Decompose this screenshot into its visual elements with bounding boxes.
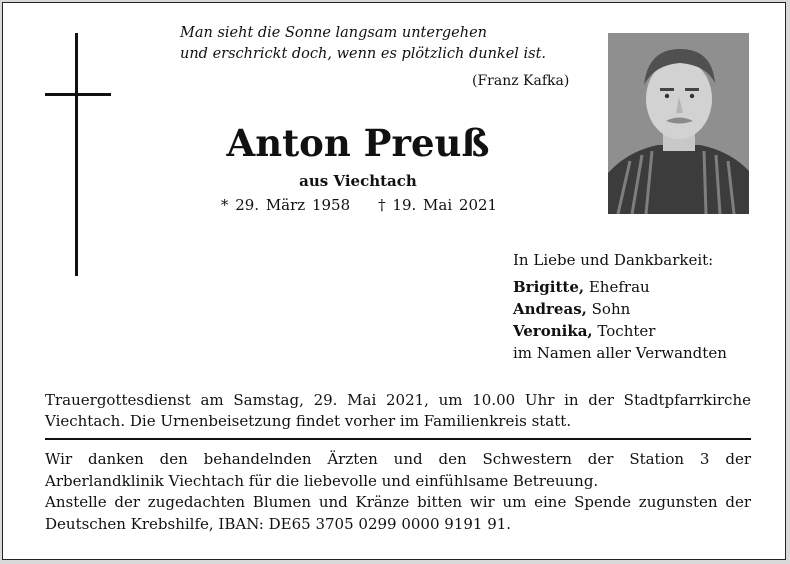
mourners-closing: im Namen aller Verwandten [513, 344, 727, 362]
portrait-photo [608, 33, 749, 214]
deceased-name: Anton Preuß [226, 121, 490, 165]
divider [45, 438, 751, 440]
quote [180, 23, 570, 89]
mourner-name: Andreas, [513, 300, 587, 318]
mourners-heading: In Liebe und Dankbarkeit: [513, 251, 714, 269]
quote-author: (Franz Kafka) [472, 73, 570, 89]
quote-line: Man sieht die Sonne langsam untergehen [180, 25, 487, 41]
donation-paragraph: Anstelle der zugedachten Blumen und Kränze bitten wir um eine Spende zugunsten der Deutschen Krebshilfe, IBAN: DE65 3705 0299 0000 9191 91. [45, 493, 751, 533]
portrait-image [608, 33, 749, 214]
service-notice: Trauergottesdienst am Samstag, 29. Mai 2021, um 10.00 Uhr in der Stadtpfarrkirche Viechtach. Die Urnenbeisetzung findet vorher im Familienkreis statt. [45, 391, 751, 430]
thanks-paragraph: Wir danken den behandelnden Ärzten und den Schwestern der Station 3 der Arberlandklinik Viechtach für die liebevolle und einfühlsame Betreuung. [45, 450, 751, 490]
obituary-card [2, 2, 786, 560]
deceased-origin: aus Viechtach [299, 172, 417, 190]
birth-date: * 29. März 1958 [220, 196, 351, 214]
mourner-item [513, 276, 727, 298]
mourner-relation: Tochter [592, 322, 656, 340]
mourner-relation: Sohn [586, 300, 631, 318]
quote-line: und erschrickt doch, wenn es plötzlich dunkel ist. [180, 46, 547, 62]
mourner-item [513, 320, 727, 342]
mourner-name: Veronika, [513, 322, 593, 340]
death-date: † 19. Mai 2021 [378, 196, 498, 214]
thanks-notice [45, 449, 751, 535]
mourners-block [513, 249, 727, 364]
cross-icon-bar [45, 93, 111, 96]
mourner-name: Brigitte, [513, 278, 585, 296]
mourner-item [513, 298, 727, 320]
mourner-relation: Ehefrau [584, 278, 650, 296]
